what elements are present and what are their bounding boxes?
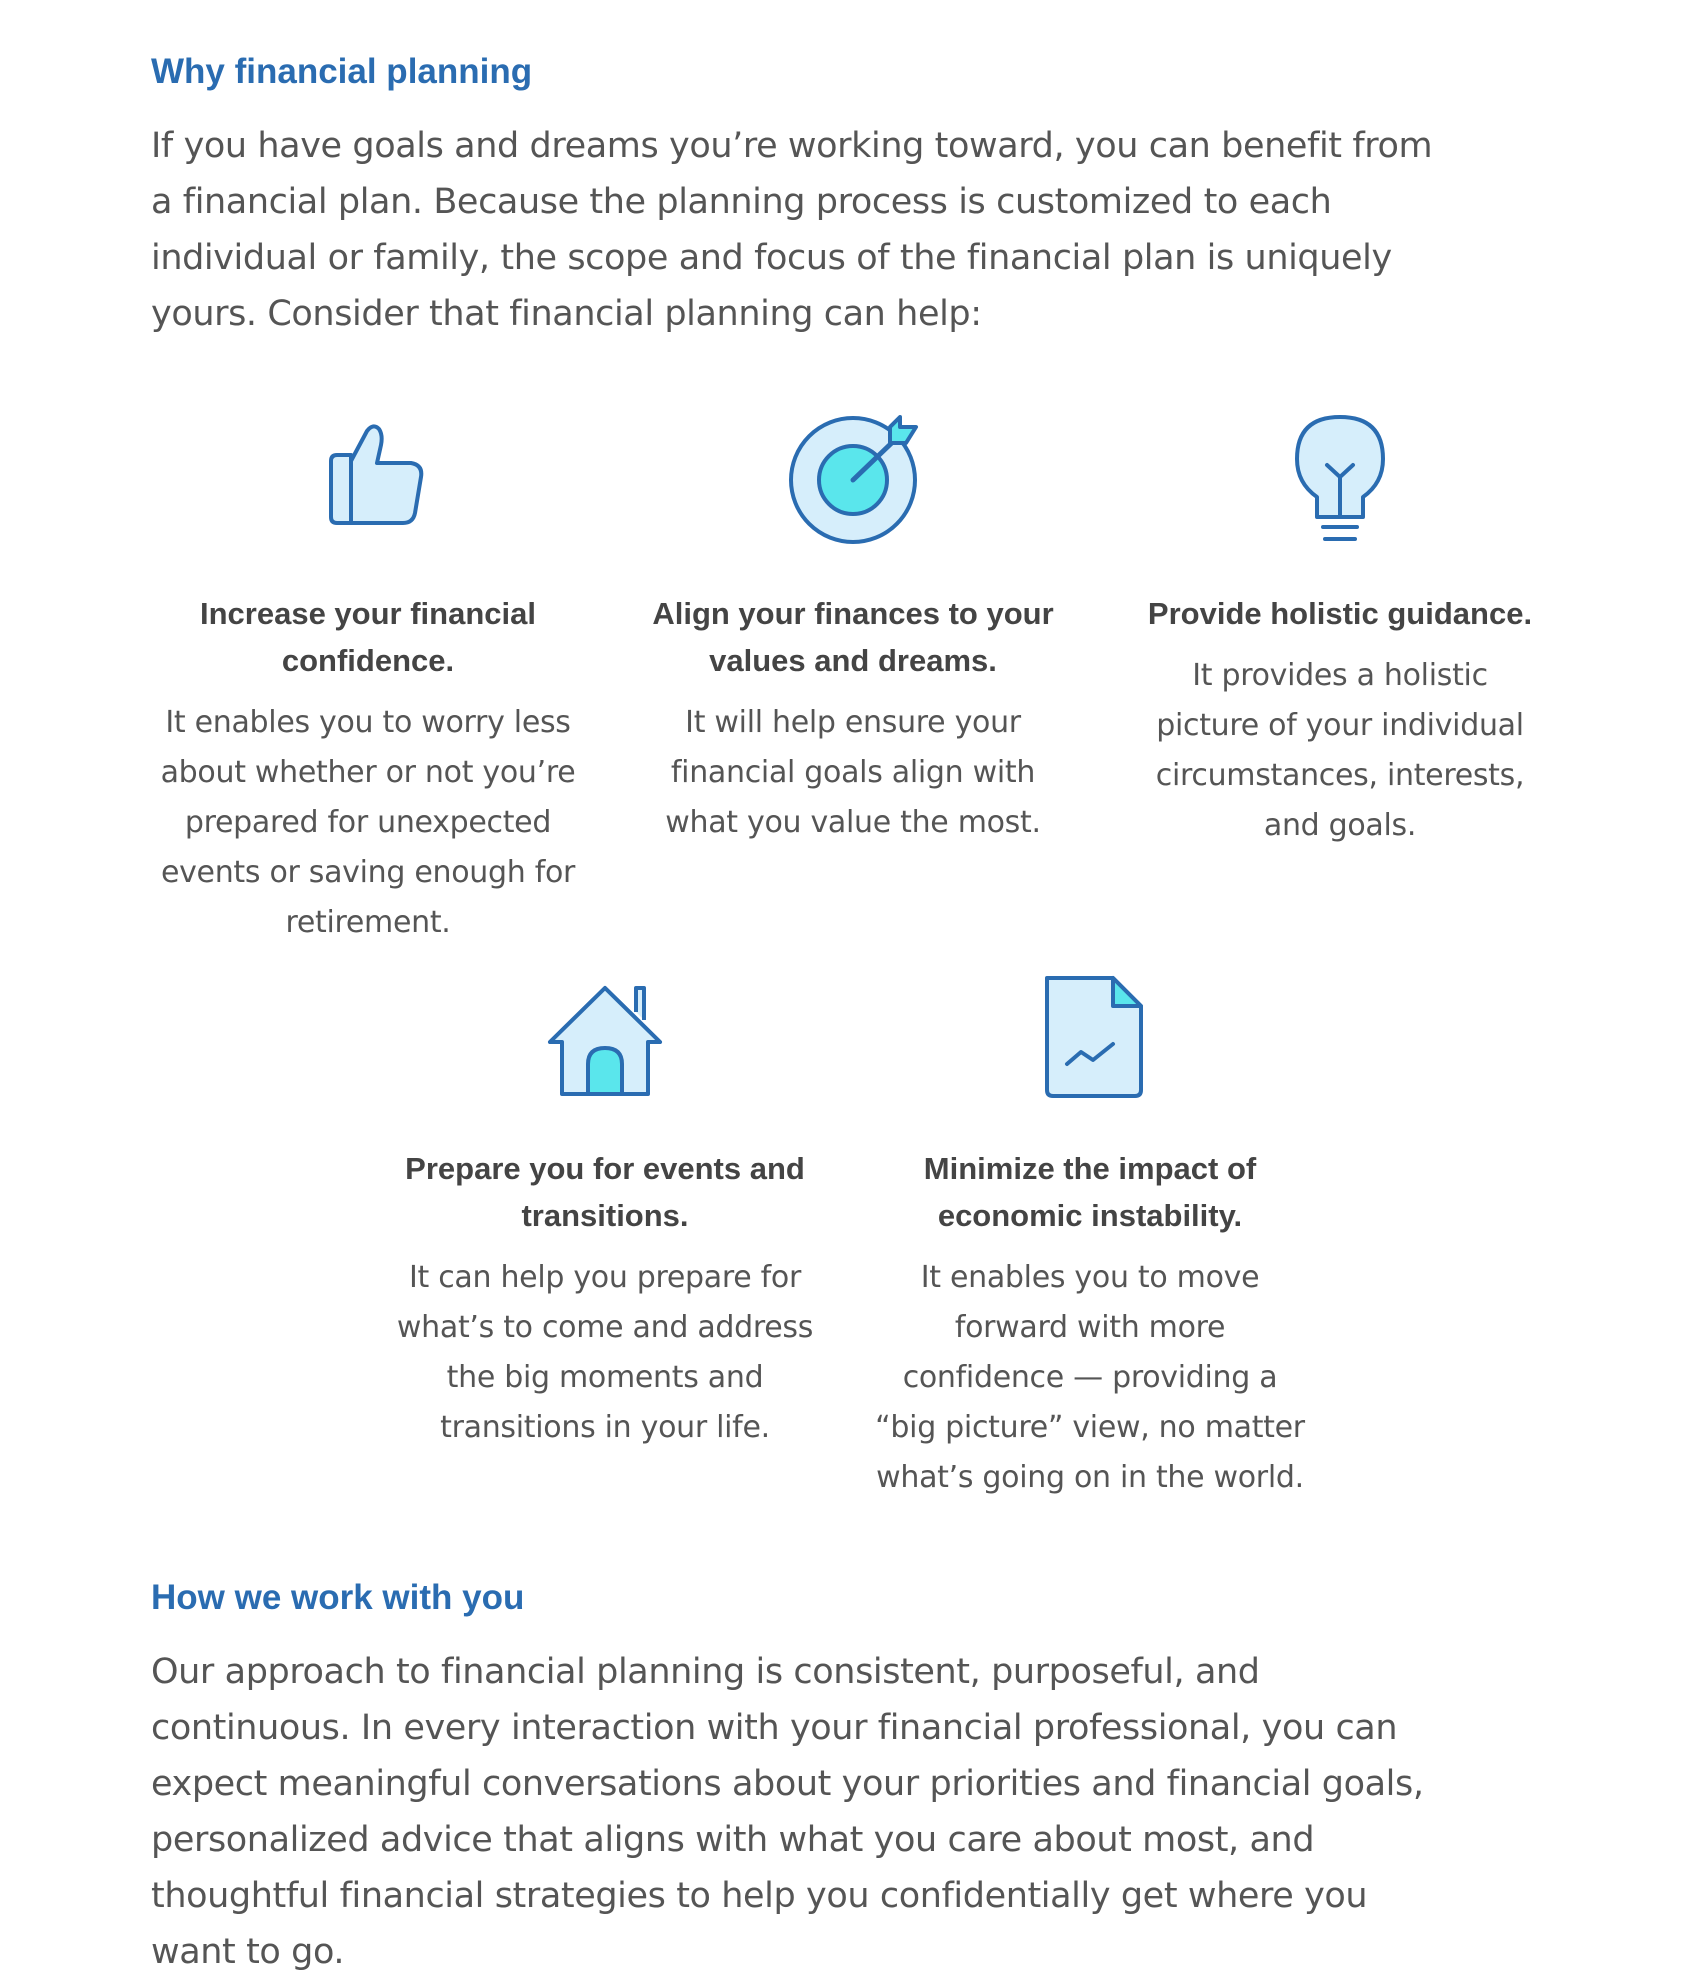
house-icon [530,960,680,1110]
section-heading-why: Why financial planning [151,52,533,91]
feature-text: It enables you to worry less about whether or not you’re prepared for unexpected events or saving enough for retirement. [160,705,576,940]
thumbs-up-icon [293,405,443,555]
feature-title: Increase your financial confidence. [200,596,536,678]
approach-paragraph: Our approach to financial planning is consistent, purposeful, and continuous. In every interaction with your financial professional, you can expect meaningful conversations about your priorities and financial goals, personalized advice that aligns with what you care about most, and thoughtful financial strategies to help you confidentially get where you want to go. [151,1652,1424,1972]
intro-paragraph: If you have goals and dreams you’re working toward, you can benefit from a financial plan. Because the planning process is customized to each individual or family, the scope and focus of the financial plan is uniquely yours. Consider that financial planning can help: [151,126,1433,334]
section-heading-how: How we work with you [151,1578,525,1617]
feature-title: Align your finances to your values and dreams. [652,596,1054,678]
feature-confidence [148,405,588,948]
feature-text: It enables you to move forward with more confidence — providing a “big picture” view, no matter what’s going on in the world. [875,1260,1305,1495]
feature-align [633,405,1073,848]
lightbulb-icon [1265,405,1415,555]
feature-transitions [385,960,825,1453]
feature-text: It will help ensure your financial goals align with what you value the most. [665,705,1041,840]
feature-instability [870,960,1310,1503]
target-icon [778,405,928,555]
feature-guidance [1120,405,1560,851]
feature-text: It can help you prepare for what’s to come and address the big moments and transitions in your life. [396,1260,814,1445]
document-chart-icon [1015,960,1165,1110]
feature-title: Minimize the impact of economic instability. [923,1151,1257,1233]
feature-title: Prepare you for events and transitions. [405,1151,805,1233]
feature-text: It provides a holistic picture of your individual circumstances, interests, and goals. [1155,658,1525,843]
feature-title: Provide holistic guidance. [1147,596,1533,631]
